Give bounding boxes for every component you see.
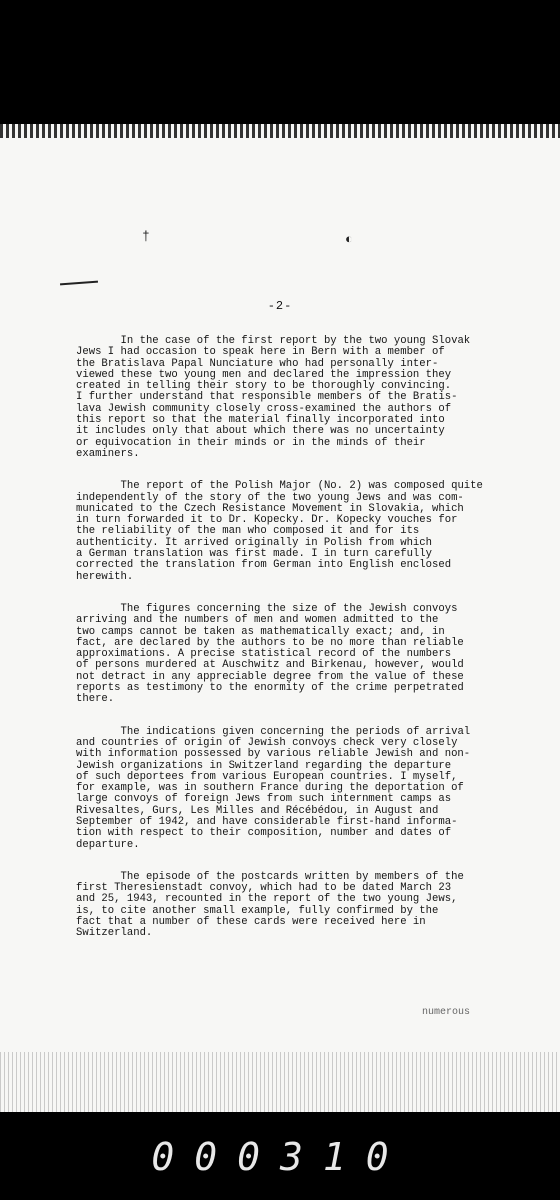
scan-speck-mark: ◐	[345, 232, 353, 247]
paragraph: In the case of the first report by the two young Slovak Jews I had occasion to speak here in Bern with a member of the Bratislava Papal Nunciature who had personally inter- viewed these two young men and declared the impression they created in telling their story to be thoroughly convincing. I further understand that responsible members of the Bratis- lava Jewish community closely cross-examined the authors of this report so that the material finally incorporated into it includes only that about which there was no uncertainty or equivocation in their minds or in the minds of their examiners.	[76, 335, 471, 460]
paragraph: The indications given concerning the periods of arrival and countries of origin of Jewish convoys check very closely with information possessed by various reliable Jewish and non- Jewish organizations in Switzerland regarding the departure of such deportees from various European countries. I myself, for example, was in southern France during the deportation of large convoys of foreign Jews from such internment camps as Rivesaltes, Gurs, Les Milles and Récébédou, in August and September of 1942, and have considerable first-hand informa- tion with respect to their composition, number and dates of departure.	[76, 725, 471, 851]
film-frame-number: 000310	[151, 1135, 409, 1179]
document-body	[76, 336, 516, 961]
paragraph: The report of the Polish Major (No. 2) was composed quite independently of the story of the two young Jews and was com- municated to the Czech Resistance Movement in Slovakia, which in turn forwarded it to Dr. Kopecky. Dr. Kopecky vouches for the reliability of the man who composed it and for its authenticity. It arrived originally in Polish from which a German translation was first made. I in turn carefully corrected the translation from German into English enclosed herewith.	[76, 480, 483, 583]
paragraph: The episode of the postcards written by members of the first Theresienstadt convoy, which had to be dated March 23 and 25, 1943, recounted in the report of the two young Jews, is, to cite another small example, fully confirmed by the fact that a number of these cards were received here in Switzerland.	[76, 870, 464, 940]
document-page	[0, 124, 560, 1112]
catchword: numerous	[422, 1007, 471, 1018]
paragraph: The figures concerning the size of the Jewish convoys arriving and the numbers of men and women admitted to the two camps cannot be taken as mathematically exact; and, in fact, are declared by the authors to be no more than reliable approximations. A precise statistical record of the numbers of persons murdered at Auschwitz and Birkenau, however, would not detract in any appreciable degree from the value of these reports as testimony to the enormity of the crime perpetrated there.	[76, 602, 464, 706]
page-number: -2-	[267, 299, 293, 313]
handwritten-dash	[60, 281, 98, 286]
scan-top-border	[0, 0, 560, 124]
scan-speck-mark: †	[142, 229, 150, 244]
